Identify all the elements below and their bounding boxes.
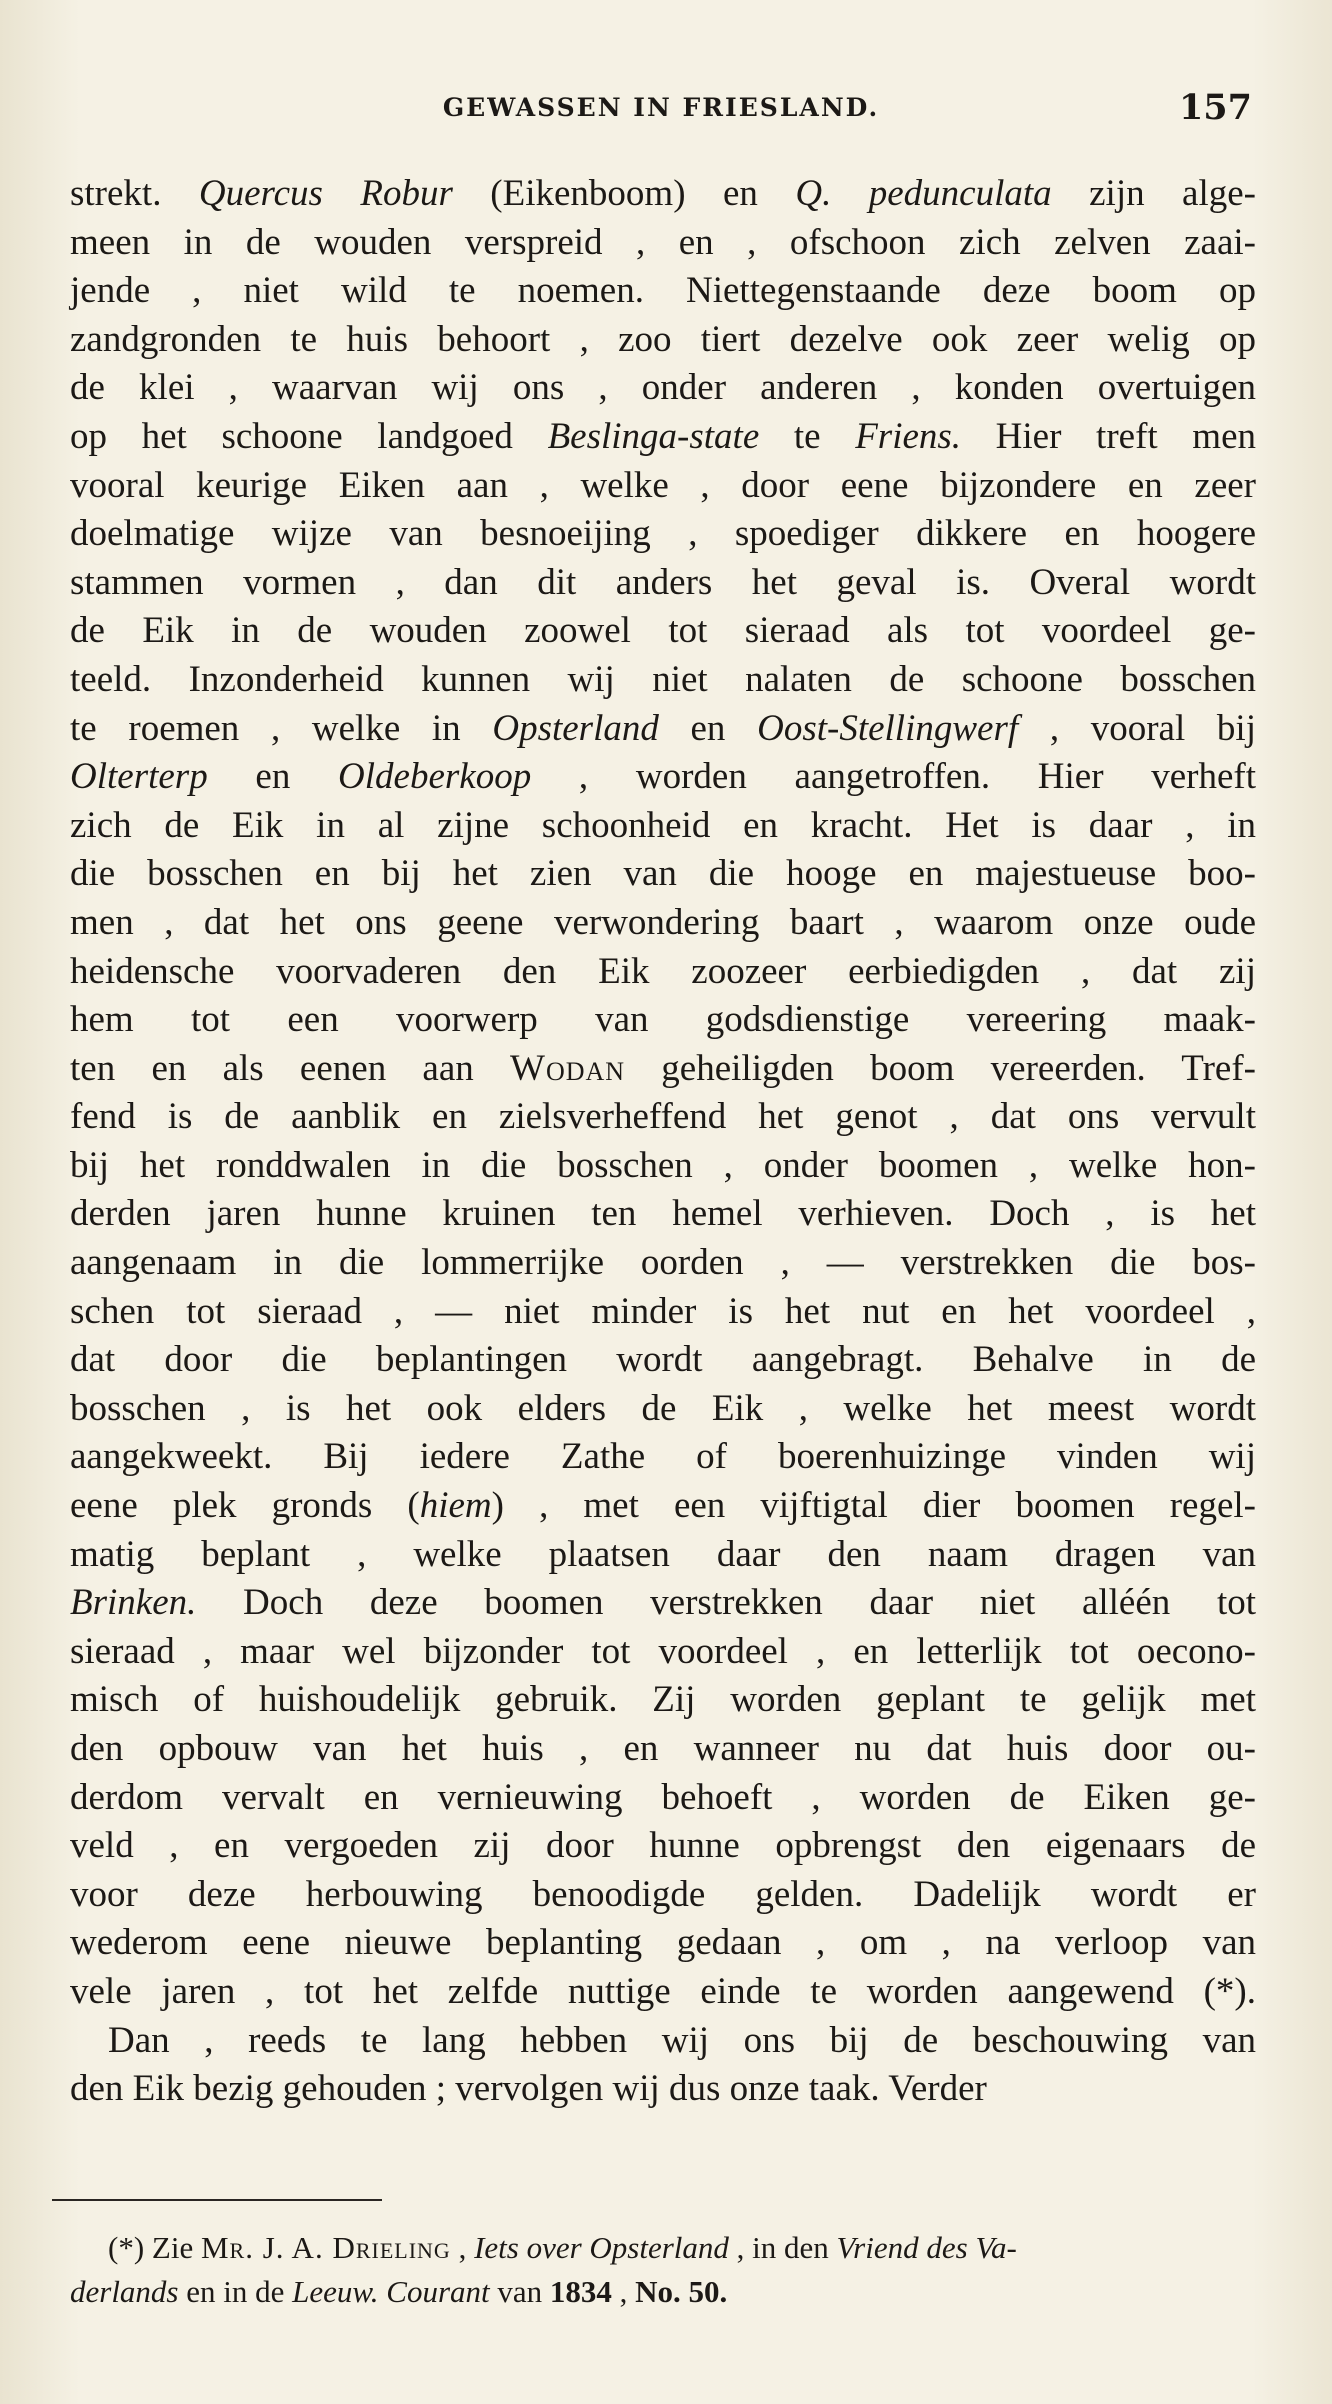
footnote bbox=[70, 2226, 1256, 2314]
body-line bbox=[70, 1628, 1256, 1677]
text-run: (Eikenboom) en bbox=[452, 173, 796, 214]
text-run: zijn alge- bbox=[1051, 173, 1256, 214]
body-line bbox=[70, 850, 1256, 899]
page-number: 157 bbox=[1178, 86, 1252, 128]
text-run: matig beplant , welke plaatsen daar den naam dragen van bbox=[70, 1533, 1256, 1575]
text-run: Dan , reeds te lang hebben wij ons bij de beschouwing van bbox=[108, 2019, 1256, 2061]
body-line bbox=[70, 1919, 1256, 1968]
text-run: ten en als eenen aan bbox=[70, 1047, 511, 1089]
text-run: aangekweekt. Bij iedere Zathe of boerenhuizinge vinden wij bbox=[70, 1436, 1256, 1478]
footnote-line bbox=[70, 2226, 1256, 2270]
body-line bbox=[70, 267, 1256, 316]
body-line bbox=[70, 1433, 1256, 1482]
text-run: en bbox=[658, 707, 758, 749]
italic-text: Vriend des Va- bbox=[836, 2230, 1017, 2265]
text-run: bosschen , is het ook elders de Eik , welke het meest wordt bbox=[70, 1387, 1256, 1429]
body-line bbox=[70, 1871, 1256, 1920]
body-line bbox=[70, 948, 1256, 997]
text-run: jende , niet wild te noemen. Niettegenstaande deze boom op bbox=[70, 270, 1256, 312]
text-run: 50. bbox=[688, 2274, 728, 2309]
body-line bbox=[70, 607, 1256, 656]
body-line bbox=[70, 705, 1256, 754]
body-line bbox=[70, 1045, 1256, 1094]
text-run: te roemen , welke in bbox=[70, 707, 493, 749]
text-run: schen tot sieraad , — niet minder is het nut en het voordeel , bbox=[70, 1290, 1256, 1332]
text-run: de Eik in de wouden zoowel tot sieraad als tot voordeel ge- bbox=[70, 610, 1256, 652]
body-line bbox=[70, 2017, 1256, 2066]
text-run: , bbox=[611, 2274, 636, 2309]
italic-text: hiem bbox=[419, 1485, 492, 1527]
body-line bbox=[70, 170, 1256, 219]
text-run: stammen vormen , dan dit anders het geval is. Overal wordt bbox=[70, 561, 1256, 603]
text-run: veld , en vergoeden zij door hunne opbrengst den eigenaars de bbox=[70, 1825, 1256, 1867]
text-run: vooral keurige Eiken aan , welke , door eene bijzondere en zeer bbox=[70, 464, 1256, 506]
text-run: Doch deze boomen verstrekken daar niet alléén tot bbox=[196, 1582, 1256, 1624]
text-run: Hier treft men bbox=[961, 415, 1256, 457]
body-line bbox=[70, 1288, 1256, 1337]
text-run: , in den bbox=[728, 2230, 837, 2265]
footnote-line bbox=[70, 2270, 1256, 2314]
text-run: doelmatige wijze van besnoeijing , spoediger dikkere en hoogere bbox=[70, 513, 1256, 555]
text-run: No. bbox=[635, 2274, 681, 2309]
text-run: voor deze herbouwing benoodigde gelden. Dadelijk wordt er bbox=[70, 1873, 1256, 1915]
body-line bbox=[70, 559, 1256, 608]
text-run: dat door die beplantingen wordt aangebragt. Behalve in de bbox=[70, 1339, 1256, 1381]
text-run: geheiligden boom vereerden. Tref- bbox=[625, 1047, 1256, 1089]
italic-text: Leeuw. Courant bbox=[292, 2274, 490, 2309]
italic-text: Oldeberkoop bbox=[338, 756, 532, 798]
body-line bbox=[70, 316, 1256, 365]
text-run bbox=[681, 2274, 689, 2309]
body-line bbox=[70, 364, 1256, 413]
text-run: bij het ronddwalen in die bosschen , onder boomen , welke hon- bbox=[70, 1144, 1256, 1186]
text-run: de klei , waarvan wij ons , onder anderen , konden overtuigen bbox=[70, 367, 1256, 409]
text-run: hem tot een voorwerp van godsdienstige vereering maak- bbox=[70, 999, 1256, 1041]
body-line bbox=[70, 462, 1256, 511]
text-run: den opbouw van het huis , en wanneer nu dat huis door ou- bbox=[70, 1728, 1256, 1769]
text-run: derden jaren hunne kruinen ten hemel verhieven. Doch , is het bbox=[70, 1193, 1256, 1235]
body-line bbox=[70, 1336, 1256, 1385]
text-run: den Eik bezig gehouden ; vervolgen wij dus onze taak. Verder bbox=[70, 2068, 987, 2110]
italic-text: Brinken. bbox=[70, 1582, 197, 1624]
italic-text: Quercus Robur bbox=[198, 173, 453, 214]
body-line bbox=[70, 219, 1256, 268]
text-run: misch of huishoudelijk gebruik. Zij worden geplant te gelijk met bbox=[70, 1679, 1256, 1721]
text-run: heidensche voorvaderen den Eik zoozeer eerbiedigden , dat zij bbox=[70, 950, 1256, 992]
running-title: GEWASSEN IN FRIESLAND. bbox=[442, 92, 880, 122]
text-run: vele jaren , tot het zelfde nuttige einde te worden aangewend (*). bbox=[70, 1970, 1256, 2012]
italic-text: Q. pedunculata bbox=[795, 173, 1052, 214]
italic-text: Friens. bbox=[855, 415, 962, 457]
text-run: van bbox=[489, 2274, 550, 2309]
body-line bbox=[70, 1531, 1256, 1580]
body-line bbox=[70, 510, 1256, 559]
text-run: , bbox=[450, 2230, 475, 2265]
text-run: eene plek gronds ( bbox=[70, 1485, 420, 1527]
text-run: strekt. bbox=[70, 173, 199, 214]
body-line bbox=[70, 1822, 1256, 1871]
small-caps-text: Mr. J. A. Drieling bbox=[200, 2230, 451, 2265]
text-run: te bbox=[759, 415, 856, 457]
small-caps-text: Wodan bbox=[510, 1047, 626, 1089]
text-run: zandgronden te huis behoort , zoo tiert dezelve ook zeer welig op bbox=[70, 318, 1256, 360]
italic-text: Beslinga-state bbox=[547, 415, 760, 457]
body-line bbox=[70, 899, 1256, 948]
body-line bbox=[70, 1725, 1256, 1774]
body-line bbox=[70, 1482, 1256, 1531]
text-run: fend is de aanblik en zielsverheffend het genot , dat ons vervult bbox=[70, 1096, 1256, 1138]
body-line bbox=[70, 1142, 1256, 1191]
text-run: 1834 bbox=[549, 2274, 612, 2309]
italic-text: Opsterland bbox=[492, 707, 659, 749]
text-run: meen in de wouden verspreid , en , ofschoon zich zelven zaai- bbox=[70, 221, 1256, 263]
body-line bbox=[70, 1093, 1256, 1142]
body-line bbox=[70, 1676, 1256, 1725]
body-line bbox=[70, 1579, 1256, 1628]
text-run: derdom vervalt en vernieuwing behoeft , worden de Eiken ge- bbox=[70, 1776, 1256, 1818]
italic-text: Iets over Opsterland bbox=[474, 2230, 729, 2265]
body-line bbox=[70, 1190, 1256, 1239]
body-text bbox=[70, 170, 1256, 2114]
text-run: wederom eene nieuwe beplanting gedaan , om , na verloop van bbox=[70, 1922, 1256, 1964]
body-line bbox=[70, 656, 1256, 705]
page-header bbox=[70, 82, 1252, 132]
body-line bbox=[70, 413, 1256, 462]
body-line bbox=[70, 1239, 1256, 1288]
text-run: (*) Zie bbox=[108, 2230, 201, 2265]
body-line bbox=[70, 2065, 1256, 2114]
text-run: die bosschen en bij het zien van die hooge en majestueuse boo- bbox=[70, 853, 1256, 895]
italic-text: Olterterp bbox=[70, 756, 208, 798]
body-line bbox=[70, 996, 1256, 1045]
text-run: en bbox=[207, 756, 339, 798]
body-line bbox=[70, 1774, 1256, 1823]
body-line bbox=[70, 1968, 1256, 2017]
text-run: ) , met een vijftigtal dier boomen regel- bbox=[491, 1485, 1256, 1527]
italic-text: derlands bbox=[70, 2274, 179, 2309]
footnote-rule bbox=[52, 2199, 382, 2201]
italic-text: Oost-Stellingwerf bbox=[757, 707, 1019, 749]
text-run: men , dat het ons geene verwondering baart , waarom onze oude bbox=[70, 901, 1256, 943]
text-run: teeld. Inzonderheid kunnen wij niet nalaten de schoone bosschen bbox=[70, 658, 1256, 700]
text-run: , vooral bij bbox=[1018, 707, 1256, 749]
body-line bbox=[70, 753, 1256, 802]
body-line bbox=[70, 802, 1256, 851]
text-run: aangenaam in die lommerrijke oorden , — verstrekken die bos- bbox=[70, 1242, 1256, 1284]
text-run: zich de Eik in al zijne schoonheid en kracht. Het is daar , in bbox=[70, 804, 1256, 846]
text-run: op het schoone landgoed bbox=[70, 415, 548, 457]
text-run: sieraad , maar wel bijzonder tot voordeel , en letterlijk tot oecono- bbox=[70, 1630, 1256, 1672]
text-run: en in de bbox=[178, 2274, 293, 2309]
body-line bbox=[70, 1385, 1256, 1434]
text-run: , worden aangetroffen. Hier verheft bbox=[531, 756, 1256, 798]
